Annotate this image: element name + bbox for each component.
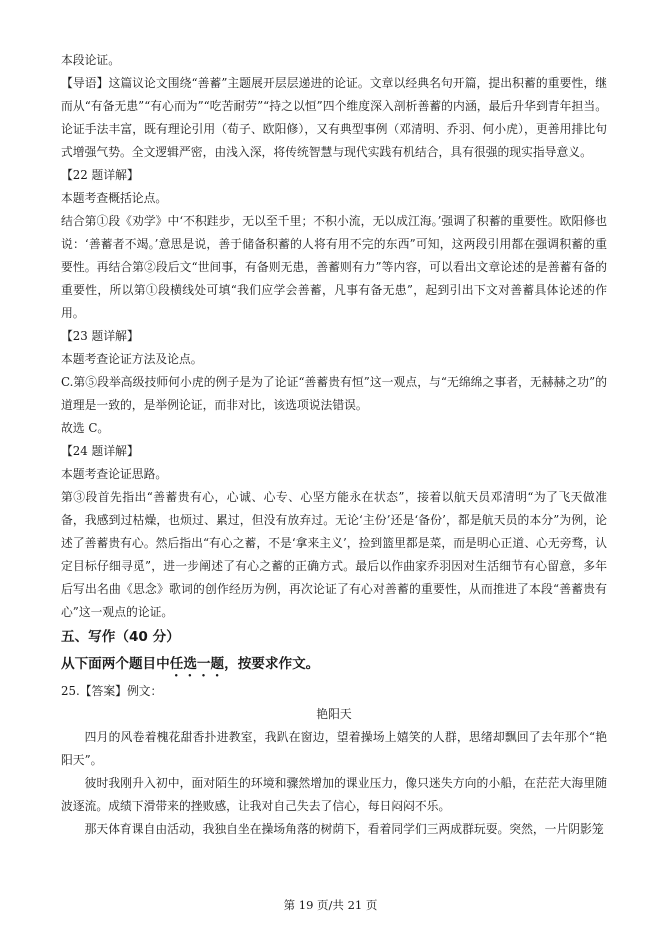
heading-q23: 【23 题详解】 [61,329,139,343]
section-heading-writing: 五、写作（40 分） [61,629,180,645]
paragraph-guide: 【导语】这篇议论文围绕“善蓄”主题展开层层递进的论证。文章以经典名句开篇，提出积蓄的重要性，继而从“有备无患”“有心而为”“吃苦耐劳”“持之以恒”四个维度深入剖析善蓄的内涵，最后升华到青年担当。论证手法丰富，既有理论引用（荀子、欧阳修），又有典型事例（邓清明、乔羽、何小虎），更善用排比句式增强气势。全文逻辑严密，由浅入深，将传统智慧与现代实践有机结合，具有很强的现实指导意义。 [61,76,607,159]
instruction-emphasis: 任选一题 [169,656,225,672]
paragraph-q23-answer: 故选 C。 [61,421,110,435]
page-content [61,49,607,841]
paragraph-q22-intro: 本题考查概括论点。 [61,191,168,205]
essay-paragraph: 那天体育课自由活动，我独自坐在操场角落的树荫下，看着同学们三两成群玩耍。突然，一片阴影笼 [84,822,604,836]
paragraph-lead-end: 本段论证。 [61,53,120,67]
heading-q24: 【24 题详解】 [61,444,139,458]
essay-paragraph: 彼时我刚升入初中，面对陌生的环境和骤然增加的课业压力，像只迷失方向的小船，在茫茫大海里随波逐流。成绩下滑带来的挫败感，让我对自己失去了信心，每日闷闷不乐。 [61,776,607,813]
page-footer: 第 19 页/共 21 页 [283,898,378,912]
essay-paragraph: 四月的风卷着槐花甜香扑进教室，我趴在窗边，望着操场上嬉笑的人群，思绪却飘回了去年那个“艳阳天”。 [61,730,607,767]
answer-line: 25.【答案】例文： [61,684,163,698]
instruction-before: 从下面两个题目中 [61,656,170,672]
writing-instruction [61,651,607,680]
paragraph-q24-analysis: 第③段首先指出“善蓄贵有心，心诚、心专、心坚方能永在状态”，接着以航天员邓清明“为了飞天做准备，我感到过枯燥，也烦过、累过，但没有放弃过。无论‘主份’还是‘备份’，都是航天员的本分”为例，论述了善蓄贵有心。然后指出“有心之蓄，不是‘拿来主义’，捡到篮里都是菜，而是明心正道、心无旁骛，认定目标仔细寻觅”，进一步阐述了有心之蓄的正确方式。最后以作曲家乔羽因对生活细节有心留意，多年后写出名曲《思念》歌词的创作经历为例，再次论证了有心对善蓄的重要性，从而推进了本段“善蓄贵有心”这一观点的论证。 [61,490,607,619]
heading-q22: 【22 题详解】 [61,168,139,182]
paragraph-q23-intro: 本题考查论证方法及论点。 [61,352,203,366]
essay-title: 艳阳天 [316,707,352,721]
paragraph-q22-analysis: 结合第①段《劝学》中‘不积跬步，无以至千里；不积小流，无以成江海。’强调了积蓄的重要性。欧阳修也说：‘善蓄者不竭。’意思是说，善于储备积蓄的人将有用不完的东西”可知，这两段引用都在强调积蓄的重要性。再结合第②段后文“世间事，有备则无患，善蓄则有力”等内容，可以看出文章论述的是善蓄有备的重要性，所以第①段横线处可填“我们应学会善蓄，凡事有备无患”，起到引出下文对善蓄具体论述的作用。 [61,214,607,320]
paragraph-q24-intro: 本题考查论证思路。 [61,467,168,481]
instruction-after: ，按要求作文。 [224,656,320,672]
paragraph-q23-analysis: C.第⑤段举高级技师何小虎的例子是为了论证“善蓄贵有恒”这一观点，与“无绵绵之事者，无赫赫之功”的道理是一致的，是举例论证，而非对比，该选项说法错误。 [61,375,607,412]
